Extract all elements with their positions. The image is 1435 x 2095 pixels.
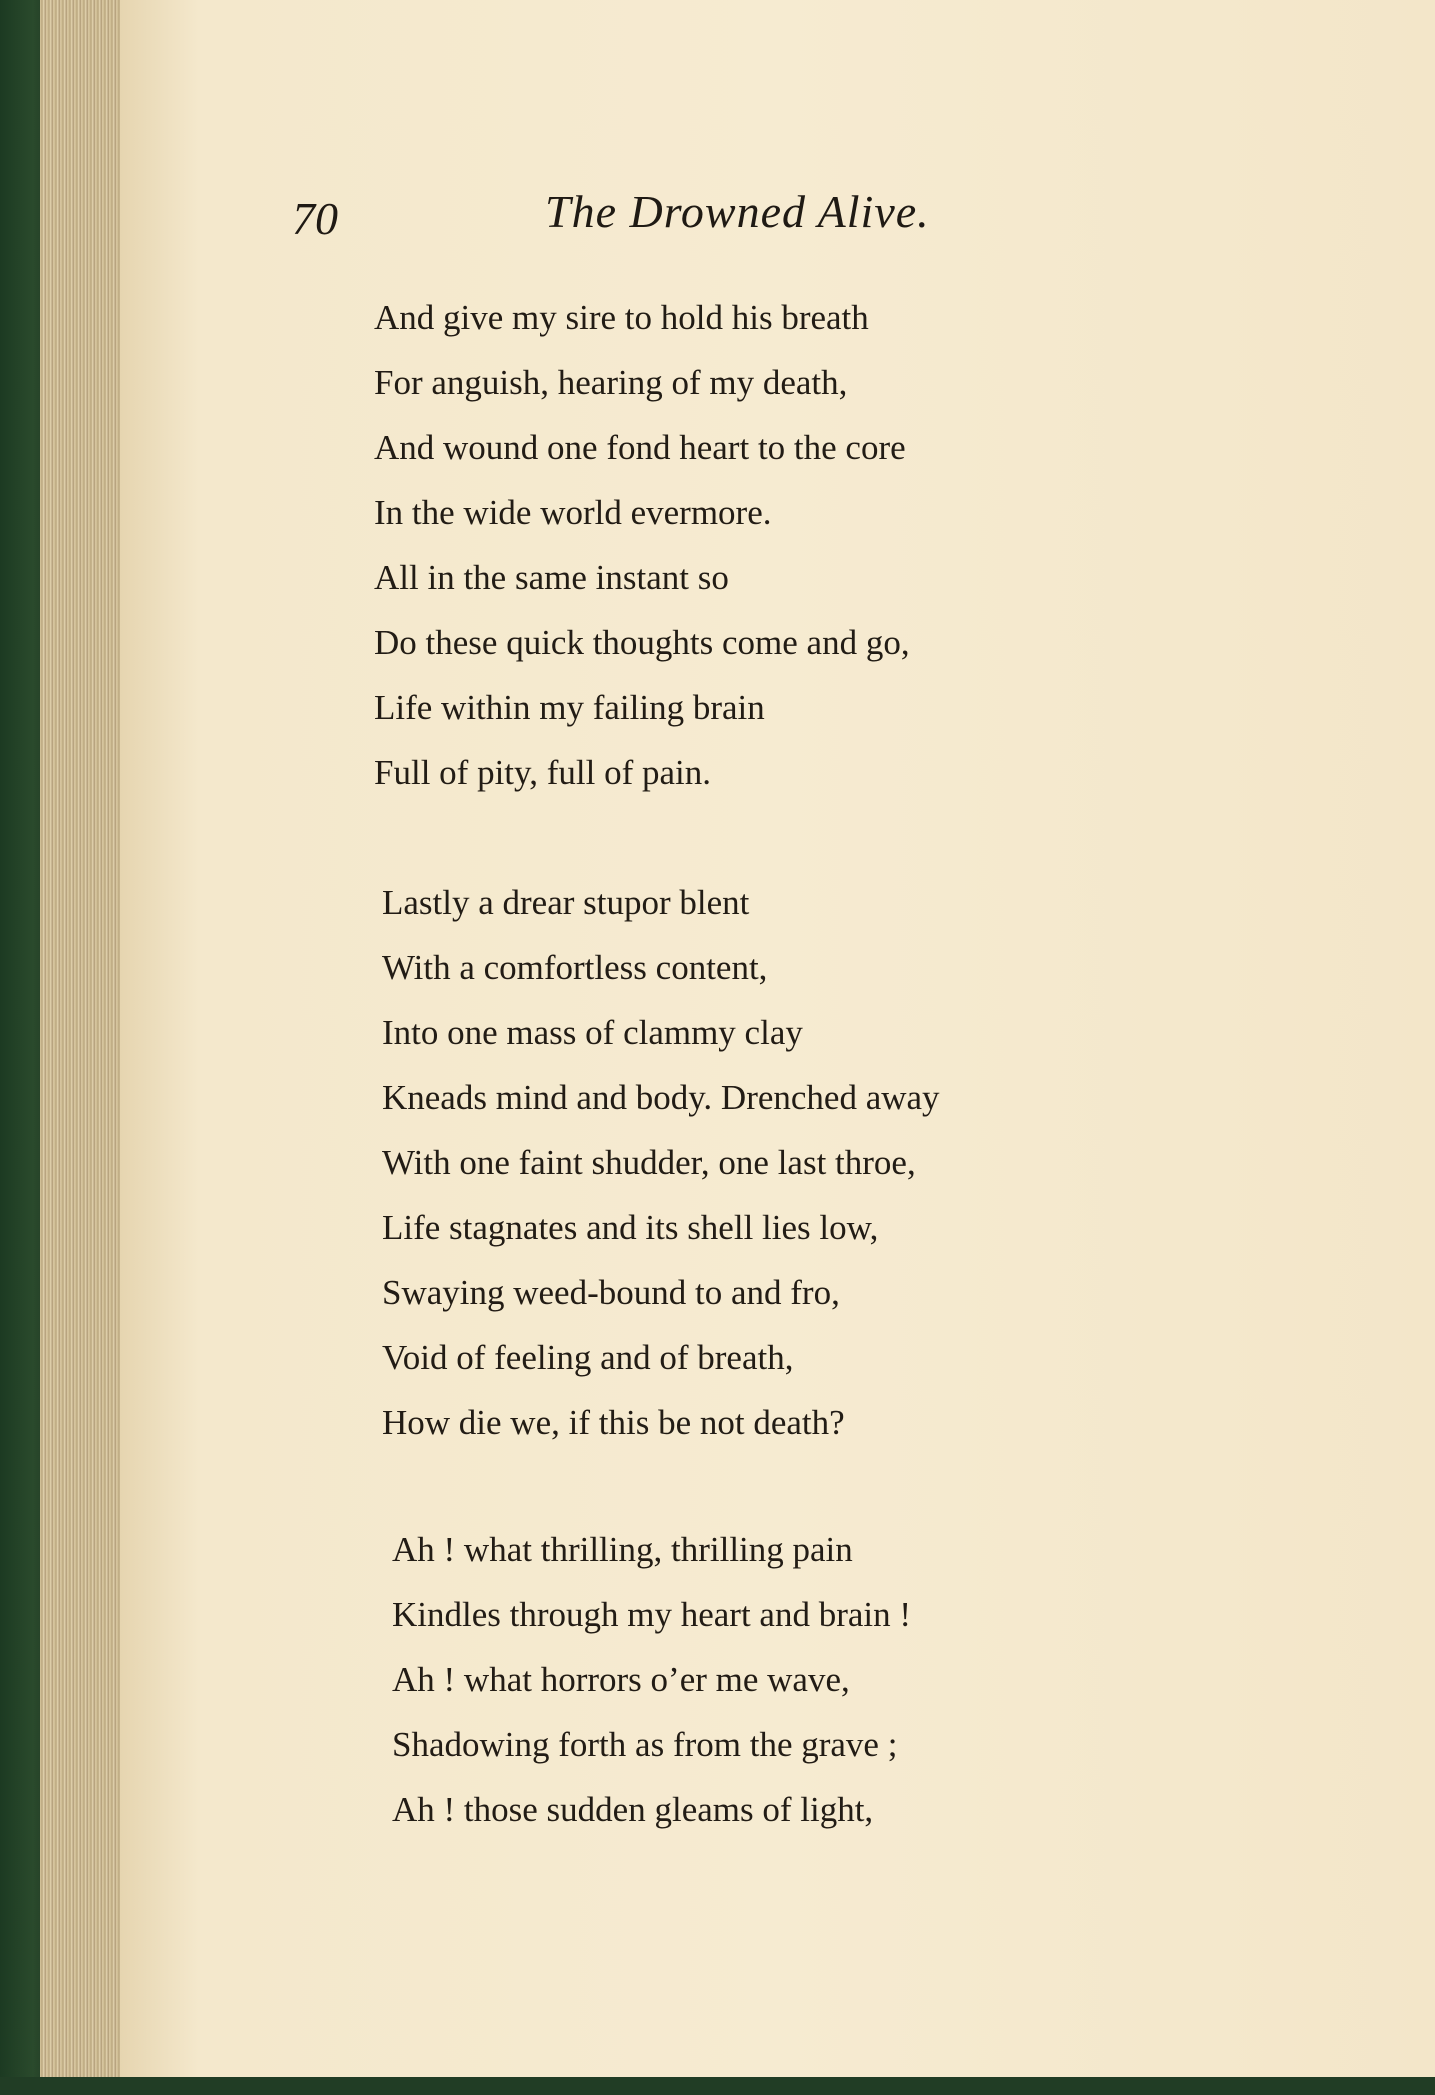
verse-line: Kneads mind and body. Drenched away bbox=[382, 1078, 940, 1117]
verse-line: With one faint shudder, one last throe, bbox=[382, 1143, 916, 1182]
verse-line: Life stagnates and its shell lies low, bbox=[382, 1208, 879, 1247]
verse-line: All in the same instant so bbox=[374, 558, 729, 597]
verse-line: Shadowing forth as from the grave ; bbox=[392, 1725, 898, 1764]
verse-line: Ah ! what thrilling, thrilling pain bbox=[392, 1530, 853, 1569]
verse-line: And give my sire to hold his breath bbox=[374, 298, 869, 337]
running-title: The Drowned Alive. bbox=[545, 186, 930, 237]
stanza-2 bbox=[382, 870, 940, 1455]
verse-line: Into one mass of clammy clay bbox=[382, 1013, 803, 1052]
book-cover-edge bbox=[0, 2077, 1435, 2095]
verse-line: With a comfortless content, bbox=[382, 948, 768, 987]
verse-line: How die we, if this be not death? bbox=[382, 1403, 845, 1442]
verse-line: Do these quick thoughts come and go, bbox=[374, 623, 910, 662]
verse-line: Ah ! what horrors o’er me wave, bbox=[392, 1660, 850, 1699]
stanza-1 bbox=[374, 285, 910, 805]
verse-line: And wound one fond heart to the core bbox=[374, 428, 906, 467]
stanza-3 bbox=[392, 1517, 911, 1842]
verse-line: Void of feeling and of breath, bbox=[382, 1338, 794, 1377]
verse-line: Kindles through my heart and brain ! bbox=[392, 1595, 912, 1634]
verse-line: Ah ! those sudden gleams of light, bbox=[392, 1790, 874, 1829]
verse-line: Life within my failing brain bbox=[374, 688, 765, 727]
verse-line: Lastly a drear stupor blent bbox=[382, 883, 750, 922]
verse-line: In the wide world evermore. bbox=[374, 493, 772, 532]
page-number: 70 bbox=[292, 193, 338, 244]
verse-line: For anguish, hearing of my death, bbox=[374, 363, 848, 402]
verse-line: Full of pity, full of pain. bbox=[374, 753, 712, 792]
verse-line: Swaying weed-bound to and fro, bbox=[382, 1273, 840, 1312]
